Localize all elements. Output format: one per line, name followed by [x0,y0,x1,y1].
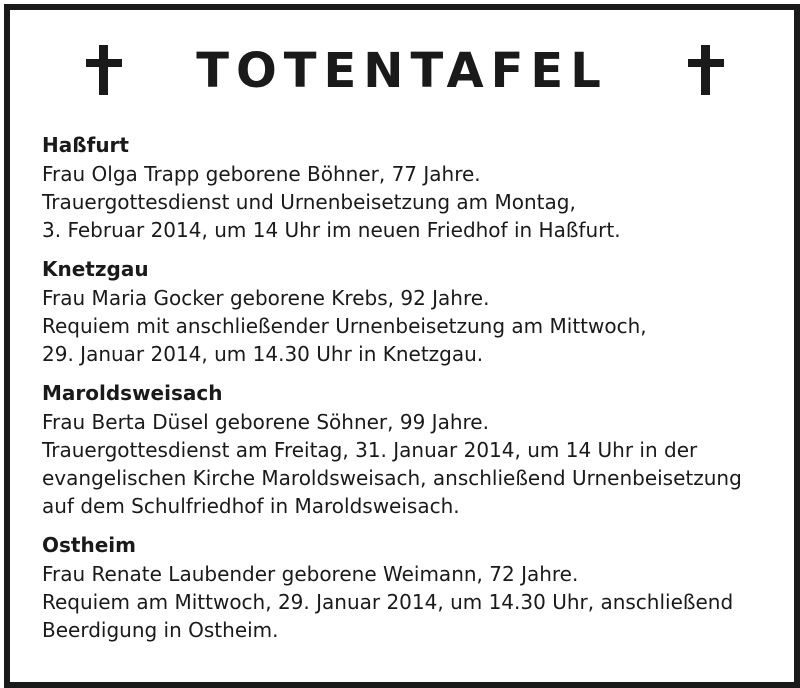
entry-place: Haßfurt [42,133,129,157]
entry-line: Frau Berta Düsel geborene Söhner, 99 Jahre. [42,410,489,434]
entry-line: Frau Olga Trapp geborene Böhner, 77 Jahre. [42,162,481,186]
entry-line: 29. Januar 2014, um 14.30 Uhr in Knetzgau. [42,342,484,366]
entry-line: Trauergottesdienst am Freitag, 31. Januar 2014, um 14 Uhr in der [42,438,698,462]
entry-line: evangelischen Kirche Maroldsweisach, anschließend Urnenbeisetzung [42,466,742,490]
entry-place: Ostheim [42,533,136,557]
notice-title: TOTENTAFEL [196,43,608,99]
notice-entry [42,378,782,520]
entry-line: Frau Renate Laubender geborene Weimann, 72 Jahre. [42,562,579,586]
entry-line: Requiem am Mittwoch, 29. Januar 2014, um 14.30 Uhr, anschließend [42,590,734,614]
entry-line: auf dem Schulfriedhof in Maroldsweisach. [42,494,460,518]
entry-line: Trauergottesdienst und Urnenbeisetzung am Montag, [42,190,576,214]
entry-line: 3. Februar 2014, um 14 Uhr im neuen Friedhof in Haßfurt. [42,218,621,242]
cross-icon-vertical [701,45,710,95]
notice-entry [42,254,782,368]
entry-place: Knetzgau [42,257,149,281]
entry-line: Beerdigung in Ostheim. [42,618,279,642]
notice-entries [42,130,782,654]
entry-line: Frau Maria Gocker geborene Krebs, 92 Jahre. [42,286,490,310]
cross-icon-horizontal [688,59,724,67]
notice-frame [4,4,800,688]
notice-entry [42,130,782,244]
notice-header [10,43,794,103]
entry-place: Maroldsweisach [42,381,223,405]
notice-entry [42,530,782,644]
entry-line: Requiem mit anschließender Urnenbeisetzung am Mittwoch, [42,314,647,338]
cross-icon [688,43,724,103]
